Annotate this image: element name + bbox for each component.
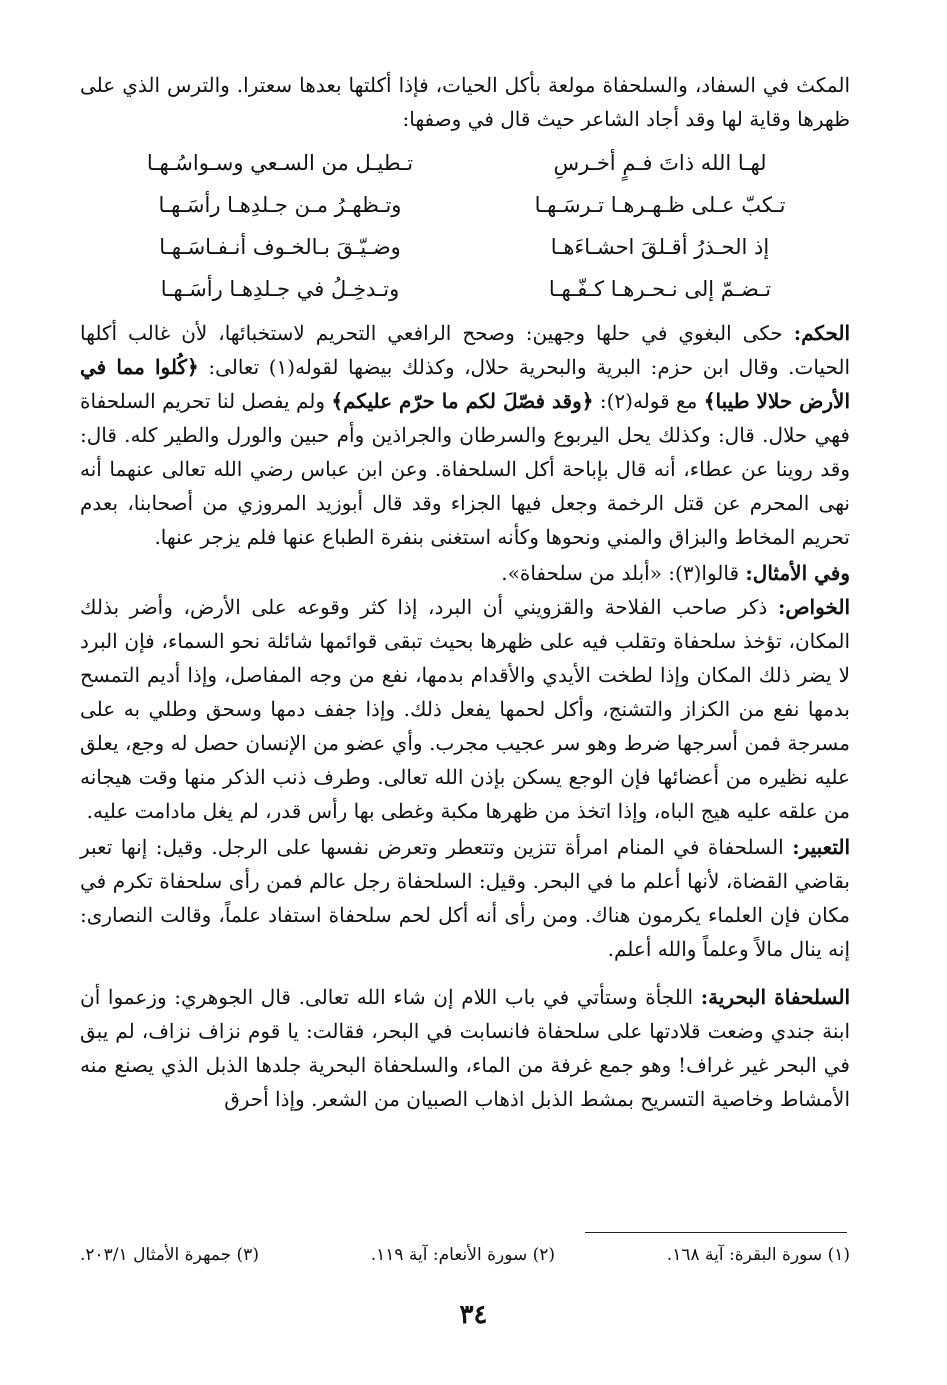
poem-second-hemistich: وتـظهـرُ مـن جـلدِهـا رأسَـهـا (158, 193, 402, 217)
bahriya-label: السلحفاة البحرية: (700, 985, 851, 1009)
bahriya-section (80, 980, 850, 1116)
poem-first-hemistich: تـكبّ عـلى ظـهـرهـا تـرسَـهـا (534, 193, 786, 217)
page-body (80, 68, 850, 1116)
intro-paragraph: المكث في السفاد، والسلحفاة مولعة بأكل الحيات، فإذا أكلتها بعدها سعترا. والترس الذي على ظهرها وقاية لها وقد أجاد الشاعر حيث قال في وصفها: (80, 73, 850, 131)
footnote: (١) سورة البقرة: آية ١٦٨. (666, 1245, 850, 1265)
tabir-text: السلحفاة في المنام امرأة تتزين وتتعطر وتعرض نفسها على الرجل. وقيل: إنها تعبر بقاضي القضاة، لأنها أعلم ما في البحر. وقيل: السلحفاة رجل عالم فمن رأى سلحفاة تكرم في مكان فإن العلماء يكرمون هناك. ومن رأى أنه أكل لحم سلحفاة استفاد علماً، وقالت النصارى: إنه ينال مالاً وعلماً والله أعلم. (80, 835, 850, 961)
hukm-quran-verse-1: ﴿كُلوا مما في الأرض حلالا طيبا﴾ (80, 355, 851, 413)
page-number: ٣٤ (459, 1300, 488, 1330)
poem-first-hemistich: لهـا الله ذاتَ فـمٍ أخـرسِ (553, 151, 767, 175)
poem-couplet (120, 142, 820, 184)
hukm-text: حكى البغوي في حلها وجهين: وصحح الرافعي التحريم لاستخبائها، لأن غالب أكلها الحيات. وقال ابن حزم: البرية والبحرية حلال، وكذلك بيضها لقوله(١) تعالى: (80, 321, 851, 379)
poem-first-hemistich: إذ الحـذرُ أقـلقَ احشـاءَهـا (550, 235, 770, 259)
amthal-label: وفي الأمثال: (745, 561, 850, 585)
hukm-label: الحكم: (793, 321, 851, 345)
poem-couplet (120, 226, 820, 268)
hukm-rest-text: ولم يفصل لنا تحريم السلحفاة فهي حلال. قال: وكذلك يحل اليربوع والسرطان والجراذين وأم حبين والورل والطير كله. قال: وقد روينا عن عطاء، أنه قال بإباحة أكل السلحفاة. وعن ابن عباس رضي الله تعالى عنهما أنه نهى المحرم عن قتل الرخمة وجعل فيها الجزاء وقد قال أبوزيد المروزي من أصحابنا، بعدم تحريم المخاط والبزاق والمني ونحوها وكأنه استغنى بنفرة الطباع عنها فلم يزجر عنها. (80, 389, 850, 549)
khawas-section (80, 590, 850, 828)
khawas-label: الخواص: (777, 595, 850, 619)
poem (120, 142, 820, 310)
bahriya-text: اللجأة وستأتي في باب اللام إن شاء الله تعالى. قال الجوهري: وزعموا أن ابنة جندي وضعت قلادتها على سلحفاة فانسابت في البحر، فقالت: يا قوم نزاف نزاف، لم يبق في البحر غير غراف! وهو جمع غرفة من الماء، والسلحفاة البحرية جلدها الذبل الذي يصنع منه الأمشاط وخاصية التسريح بمشط الذبل اذهاب الصبيان من الشعر. وإذا أحرق (80, 985, 850, 1111)
footnote: (٣) جمهرة الأمثال ٢٠٣/١. (80, 1245, 259, 1265)
hukm-mid-text: مع قوله(٢): (599, 389, 698, 413)
poem-second-hemistich: وضـيّـقَ بـالخـوف أنـفـاسَـهـا (159, 235, 401, 259)
amthal-text: قالوا(٣): «أبلد من سلحفاة». (501, 561, 740, 585)
amthal-section (80, 556, 850, 590)
footnotes (80, 1240, 850, 1270)
footnote-divider (585, 1232, 847, 1233)
tabir-section (80, 830, 850, 966)
tabir-label: التعبير: (792, 835, 851, 859)
hukm-quran-verse-2: ﴿وقد فصّلَ لكم ما حرّم عليكم﴾ (331, 389, 594, 413)
poem-couplet (120, 268, 820, 310)
footnote: (٢) سورة الأنعام: آية ١١٩. (370, 1245, 556, 1265)
poem-first-hemistich: تـضـمّ إلى نـحـرهـا كـفّـهـا (548, 277, 772, 301)
poem-second-hemistich: تـطيـل من السـعي وسـواسُـهـا (146, 151, 414, 175)
hukm-section (80, 316, 850, 554)
khawas-text: ذكر صاحب الفلاحة والقزويني أن البرد، إذا كثر وقوعه على الأرض، وأضر بذلك المكان، تؤخذ سلحفاة وتقلب فيه على ظهرها بحيث تبقى قوائمها شائلة نحو السماء، فإن البرد لا يضر ذلك المكان وإذا لطخت الأيدي والأقدام بدمها، نفع من وجه المفاصل، وإذا أديم التمسح بدمها نفع من الكزاز والتشنج، وأكل لحمها يفعل ذلك. وإذا جفف دمها وسحق وطلي به على مسرجة فمن أسرجها ضرط وهو سر عجيب مجرب. وأي عضو من الإنسان حصل له وجع، يعلق عليه نظيره من أعضائها فإن الوجع يسكن بإذن الله تعالى. وطرف ذنب الذكر منها وقت هيجانه من علقه عليه هيج الباه، وإذا اتخذ من ظهرها مكبة وغطى بها رأس قدر، لم يغل مادامت عليه. (80, 595, 850, 823)
poem-couplet (120, 184, 820, 226)
poem-second-hemistich: وتـدخِـلُ في جـلدِهـا رأسَـهـا (160, 277, 400, 301)
